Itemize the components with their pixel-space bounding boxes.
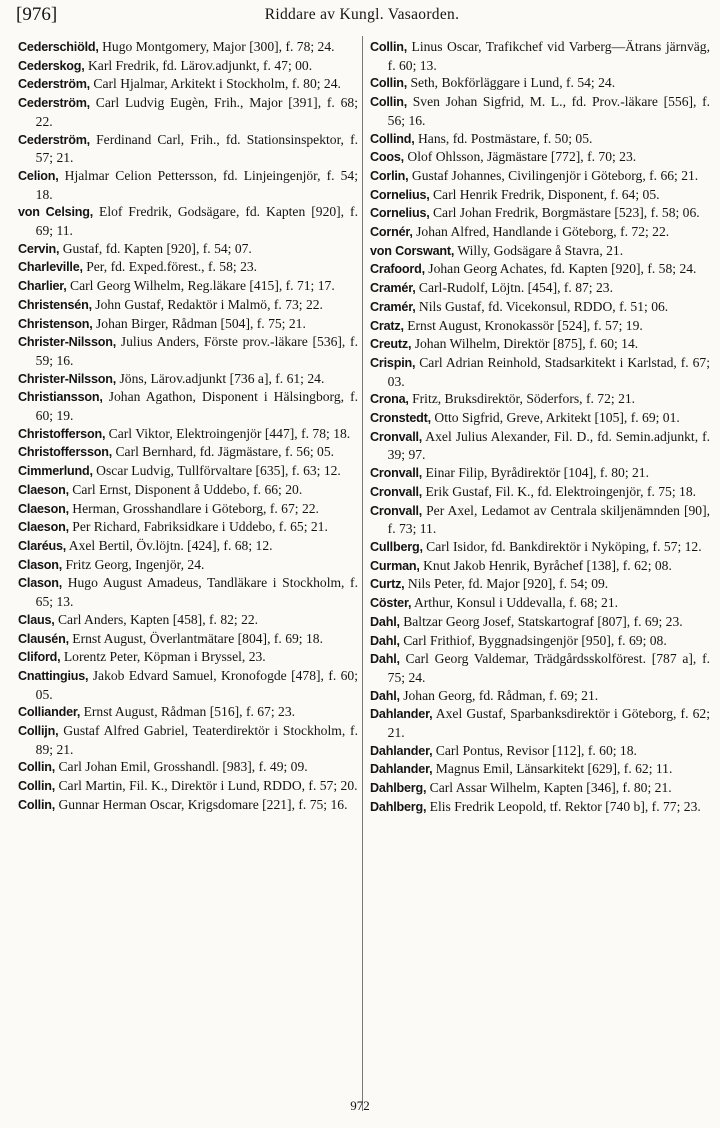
entry-details: Ernst August, Överlantmätare [804], f. 69; 18. [68,630,323,646]
entry-surname: Christer-Nilsson, [18,371,117,386]
entry-surname: Christer-Nilsson, [18,335,117,350]
entry-surname: Dahlander, [370,707,433,722]
entry-details: Carl Georg Wilhelm, Reg.läkare [415], f. 71; 17. [66,278,335,294]
entry-details: Elis Fredrik Leopold, tf. Rektor [740 b], f. 77; 23. [426,798,701,814]
entry-surname: Collin, [18,779,56,794]
register-entry [18,462,358,481]
entry-surname: von Corswant, [370,243,455,258]
entry-details: Johan Birger, Rådman [504], f. 75; 21. [92,315,306,331]
entry-details: Carl Ernst, Disponent å Uddebo, f. 66; 20. [68,481,303,497]
register-entry [370,260,710,279]
entry-details: Elof Fredrik, Godsägare, fd. Kapten [920], f. 69; 11. [35,204,358,239]
entry-details: Per Axel, Ledamot av Centrala skiljenämnden [90], f. 73; 11. [387,502,710,537]
entry-surname: Cederström, [18,96,90,111]
entry-surname: Collin, [370,95,408,110]
register-entry [18,296,358,315]
register-entry [370,317,710,336]
register-entry [18,94,358,130]
entry-surname: Collind, [370,131,415,146]
register-entry [18,425,358,444]
entry-surname: Cnattingius, [18,668,89,683]
entry-details: Linus Oscar, Trafikchef vid Varberg—Ätrans järnväg, f. 60; 13. [387,39,710,73]
register-entry [370,354,710,390]
entry-details: John Gustaf, Redaktör i Malmö, f. 73; 22. [91,296,323,312]
entry-details: Johan Georg Achates, fd. Kapten [920], f. 58; 24. [424,261,697,277]
register-entry [18,315,358,334]
register-entry [18,630,358,649]
entry-surname: Curtz, [370,577,405,592]
entry-surname: Collijn, [18,724,59,739]
entry-surname: Christenson, [18,316,93,331]
entry-details: Johan Georg, fd. Rådman, f. 69; 21. [399,687,599,703]
register-entry [370,409,710,428]
page-header [16,4,708,30]
register-entry [18,611,358,630]
register-entry [18,203,358,239]
entry-details: Hans, fd. Postmästare, f. 50; 05. [414,130,593,146]
register-entry [370,464,710,483]
entry-surname: Dahlberg, [370,799,427,814]
register-entry [370,632,710,651]
entry-details: Oscar Ludvig, Tullförvaltare [635], f. 63; 12. [92,463,341,479]
entry-details: Hugo Montgomery, Major [300], f. 78; 24. [98,39,335,54]
entry-surname: Cöster, [370,596,412,611]
register-entry [370,705,710,741]
register-entry [18,258,358,277]
entry-surname: Claeson, [18,501,69,516]
entry-details: Hugo August Amadeus, Tandläkare i Stockholm, f. 65; 13. [35,575,358,610]
entry-surname: Cervin, [18,241,60,256]
entry-surname: Collin, [18,797,56,812]
entry-details: Julius Anders, Förste prov.-läkare [536], f. 59; 16. [35,334,358,368]
register-entry [370,428,710,464]
register-entry [18,777,358,796]
entry-surname: Cederström, [18,77,90,92]
register-entry [18,537,358,556]
entry-details: Erik Gustaf, Fil. K., fd. Elektroingenjör, f. 75; 18. [422,483,697,499]
register-entry [18,167,358,203]
register-entry [18,796,358,815]
entry-details: Johan Agathon, Disponent i Hälsingborg, f. 60; 19. [35,389,358,424]
entry-surname: Christofferson, [18,426,106,441]
entry-surname: Cornelius, [370,206,430,221]
entry-surname: Christiansson, [18,390,103,405]
register-entry [370,613,710,632]
register-entry [370,167,710,186]
entry-details: Jakob Edvard Samuel, Kronofogde [478], f. 60; 05. [35,667,358,702]
register-entry [18,333,358,369]
register-entry [370,538,710,557]
entry-details: Carl Johan Fredrik, Borgmästare [523], f. 58; 06. [429,205,700,221]
register-entry [370,687,710,706]
entry-surname: Cederskog, [18,58,85,73]
entry-details: Gustaf Johannes, Civilingenjör i Göteborg, f. 66; 21. [408,167,699,183]
register-entry [370,204,710,223]
register-entry [18,131,358,167]
entry-details: Per, fd. Exped.förest., f. 58; 23. [82,259,258,275]
entry-details: Carl Isidor, fd. Bankdirektör i Nyköping, f. 57; 12. [422,538,702,554]
register-entry [370,594,710,613]
entry-details: Ernst August, Kronokassör [524], f. 57; 19. [403,317,643,333]
entry-details: Jöns, Lärov.adjunkt [736 a], f. 61; 24. [116,370,325,386]
entry-details: Ferdinand Carl, Frih., fd. Stationsinspektor, f. 57; 21. [35,131,358,166]
register-entry [370,223,710,242]
entry-surname: Cronvall, [370,466,423,481]
entry-details: Carl Henrik Fredrik, Disponent, f. 64; 05. [429,186,660,202]
entry-details: Carl Frithiof, Byggnadsingenjör [950], f. 69; 08. [399,632,667,648]
entry-surname: von Celsing, [18,205,94,220]
entry-surname: Charlier, [18,279,67,294]
entry-surname: Curman, [370,558,420,573]
register-entry [18,277,358,296]
entry-details: Carl-Rudolf, Löjtn. [454], f. 87; 23. [415,280,613,296]
entry-details: Axel Julius Alexander, Fil. D., fd. Semin.adjunkt, f. 39; 97. [387,428,710,463]
entry-surname: Dahlander, [370,762,433,777]
register-entry [370,186,710,205]
entry-surname: Creutz, [370,337,412,352]
entry-details: Johan Wilhelm, Direktör [875], f. 60; 14. [411,336,639,352]
register-entry [18,443,358,462]
page-number: [976] [16,4,58,25]
entry-surname: Christensén, [18,297,92,312]
entry-details: Carl Hjalmar, Arkitekt i Stockholm, f. 80; 24. [90,76,341,92]
left-column [18,38,358,815]
register-entry [370,335,710,354]
entry-details: Carl Georg Valdemar, Trädgårdsskolförest. [787 a], f. 75; 24. [387,651,710,685]
right-column [370,38,710,817]
entry-details: Lorentz Peter, Köpman i Bryssel, 23. [60,649,266,665]
entry-details: Sven Johan Sigfrid, M. L., fd. Prov.-läkare [556], f. 56; 16. [387,94,710,128]
entry-surname: Colliander, [18,705,81,720]
entry-surname: Celion, [18,168,59,183]
entry-surname: Dahl, [370,614,400,629]
register-entry [370,742,710,761]
entry-surname: Dahlander, [370,743,433,758]
entry-surname: Cratz, [370,318,404,333]
register-entry [370,390,710,409]
register-entry [18,388,358,424]
register-entry [18,648,358,667]
entry-surname: Cronvall, [370,503,423,518]
entry-details: Gunnar Herman Oscar, Krigsdomare [221], f. 75; 16. [55,796,348,812]
register-entry [370,483,710,502]
entry-surname: Cronvall, [370,484,423,499]
entry-details: Hjalmar Celion Pettersson, fd. Linjeingenjör, f. 54; 18. [35,167,358,202]
entry-details: Carl Anders, Kapten [458], f. 82; 22. [54,611,259,627]
entry-surname: Dahlberg, [370,781,427,796]
entry-details: Gustaf Alfred Gabriel, Teaterdirektör i Stockholm, f. 89; 21. [35,723,358,757]
entry-surname: Cornér, [370,225,413,240]
entry-surname: Christoffersson, [18,445,113,460]
entry-surname: Claeson, [18,520,69,535]
entry-details: Gustaf, fd. Kapten [920], f. 54; 07. [59,240,252,256]
register-entry [370,760,710,779]
signature-mark: 972 [350,1098,370,1113]
entry-details: Carl Martin, Fil. K., Direktör i Lund, RDDO, f. 57; 20. [55,778,358,794]
entry-surname: Cullberg, [370,539,423,554]
register-entry [18,667,358,703]
entry-surname: Cederström, [18,132,90,147]
register-entry [370,38,710,74]
register-entry [370,575,710,594]
register-entry [18,722,358,758]
entry-surname: Cimmerlund, [18,464,93,479]
entry-details: Karl Fredrik, fd. Lärov.adjunkt, f. 47; 00. [84,57,313,73]
running-title: Riddare av Kungl. Vasaorden. [264,6,460,23]
register-entry [370,798,710,817]
register-entry [370,130,710,149]
entry-surname: Clason, [18,557,63,572]
register-entry [18,75,358,94]
entry-details: Carl Viktor, Elektroingenjör [447], f. 78; 18. [105,425,351,441]
entry-surname: Cronvall, [370,429,423,444]
entry-details: Arthur, Konsul i Uddevalla, f. 68; 21. [411,595,619,611]
entry-surname: Collin, [370,76,408,91]
entry-details: Magnus Emil, Länsarkitekt [629], f. 62; 11. [432,761,673,777]
entry-surname: Crispin, [370,355,416,370]
entry-surname: Collin, [370,40,408,54]
entry-details: Carl Ludvig Eugèn, Frih., Major [391], f. 68; 22. [35,95,358,129]
register-entry [18,481,358,500]
entry-surname: Claeson, [18,482,69,497]
register-entry [18,518,358,537]
entry-details: Carl Bernhard, fd. Jägmästare, f. 56; 05. [112,444,335,460]
register-entry [370,502,710,538]
entry-details: Per Richard, Fabriksidkare i Uddebo, f. 65; 21. [68,519,328,535]
entry-details: Herman, Grosshandlare i Göteborg, f. 67; 22. [68,500,319,516]
entry-details: Fritz Georg, Ingenjör, 24. [62,556,205,572]
entry-surname: Dahl, [370,688,400,703]
entry-details: Nils Gustaf, fd. Vicekonsul, RDDO, f. 51; 06. [415,298,669,314]
entry-surname: Claréus, [18,538,67,553]
register-entry [18,57,358,76]
entry-details: Baltzar Georg Josef, Statskartograf [807], f. 69; 23. [399,613,683,629]
entry-surname: Dahl, [370,652,400,667]
entry-details: Olof Ohlsson, Jägmästare [772], f. 70; 23. [403,149,637,165]
register-entry [370,242,710,261]
entry-surname: Clason, [18,576,63,591]
entry-surname: Crafoord, [370,262,425,277]
entry-surname: Cronstedt, [370,411,431,426]
entry-surname: Cliford, [18,650,61,665]
entry-details: Einar Filip, Byrådirektör [104], f. 80; 21. [422,465,649,481]
entry-details: Johan Alfred, Handlande i Göteborg, f. 72; 22. [412,224,670,240]
register-entry [18,556,358,575]
register-entry [370,298,710,317]
entry-surname: Charleville, [18,260,83,275]
entry-surname: Crona, [370,392,409,407]
register-entry [18,758,358,777]
entry-surname: Corlin, [370,168,409,183]
register-entry [370,148,710,167]
entry-surname: Cramér, [370,299,416,314]
entry-details: Axel Gustaf, Sparbanksdirektör i Göteborg, f. 62; 21. [387,706,710,741]
entry-details: Carl Pontus, Revisor [112], f. 60; 18. [432,742,637,758]
entry-details: Seth, Bokförläggare i Lund, f. 54; 24. [407,75,616,91]
entry-surname: Claus, [18,612,55,627]
entry-surname: Collin, [18,760,56,775]
entry-details: Knut Jakob Henrik, Byråchef [138], f. 62; 08. [419,557,672,573]
register-entry [370,779,710,798]
entry-details: Willy, Godsägare å Stavra, 21. [454,242,624,258]
entry-details: Fritz, Bruksdirektör, Söderfors, f. 72; 21. [408,391,636,407]
register-entry [18,370,358,389]
entry-surname: Cederschiöld, [18,40,99,54]
entry-details: Axel Bertil, Öv.löjtn. [424], f. 68; 12. [66,537,273,553]
entry-surname: Dahl, [370,633,400,648]
register-entry [18,240,358,259]
entry-surname: Cornelius, [370,187,430,202]
entry-details: Ernst August, Rådman [516], f. 67; 23. [80,704,296,720]
register-entry [18,500,358,519]
entry-surname: Cramér, [370,281,416,296]
register-entry [18,574,358,610]
entry-surname: Clausén, [18,631,69,646]
entry-details: Nils Peter, fd. Major [920], f. 54; 09. [404,576,609,592]
entry-surname: Coos, [370,150,404,165]
register-entry [18,38,358,57]
entry-details: Carl Adrian Reinhold, Stadsarkitekt i Karlstad, f. 67; 03. [387,354,710,389]
register-entry [370,557,710,576]
register-entry [370,74,710,93]
entry-details: Otto Sigfrid, Greve, Arkitekt [105], f. 69; 01. [430,410,680,426]
register-entry [370,279,710,298]
register-entry [370,93,710,129]
entry-details: Carl Assar Wilhelm, Kapten [346], f. 80; 21. [426,780,672,796]
register-entry [18,703,358,722]
column-divider [362,36,363,1111]
entry-details: Carl Johan Emil, Grosshandl. [983], f. 49; 09. [55,759,308,775]
register-entry [370,650,710,686]
